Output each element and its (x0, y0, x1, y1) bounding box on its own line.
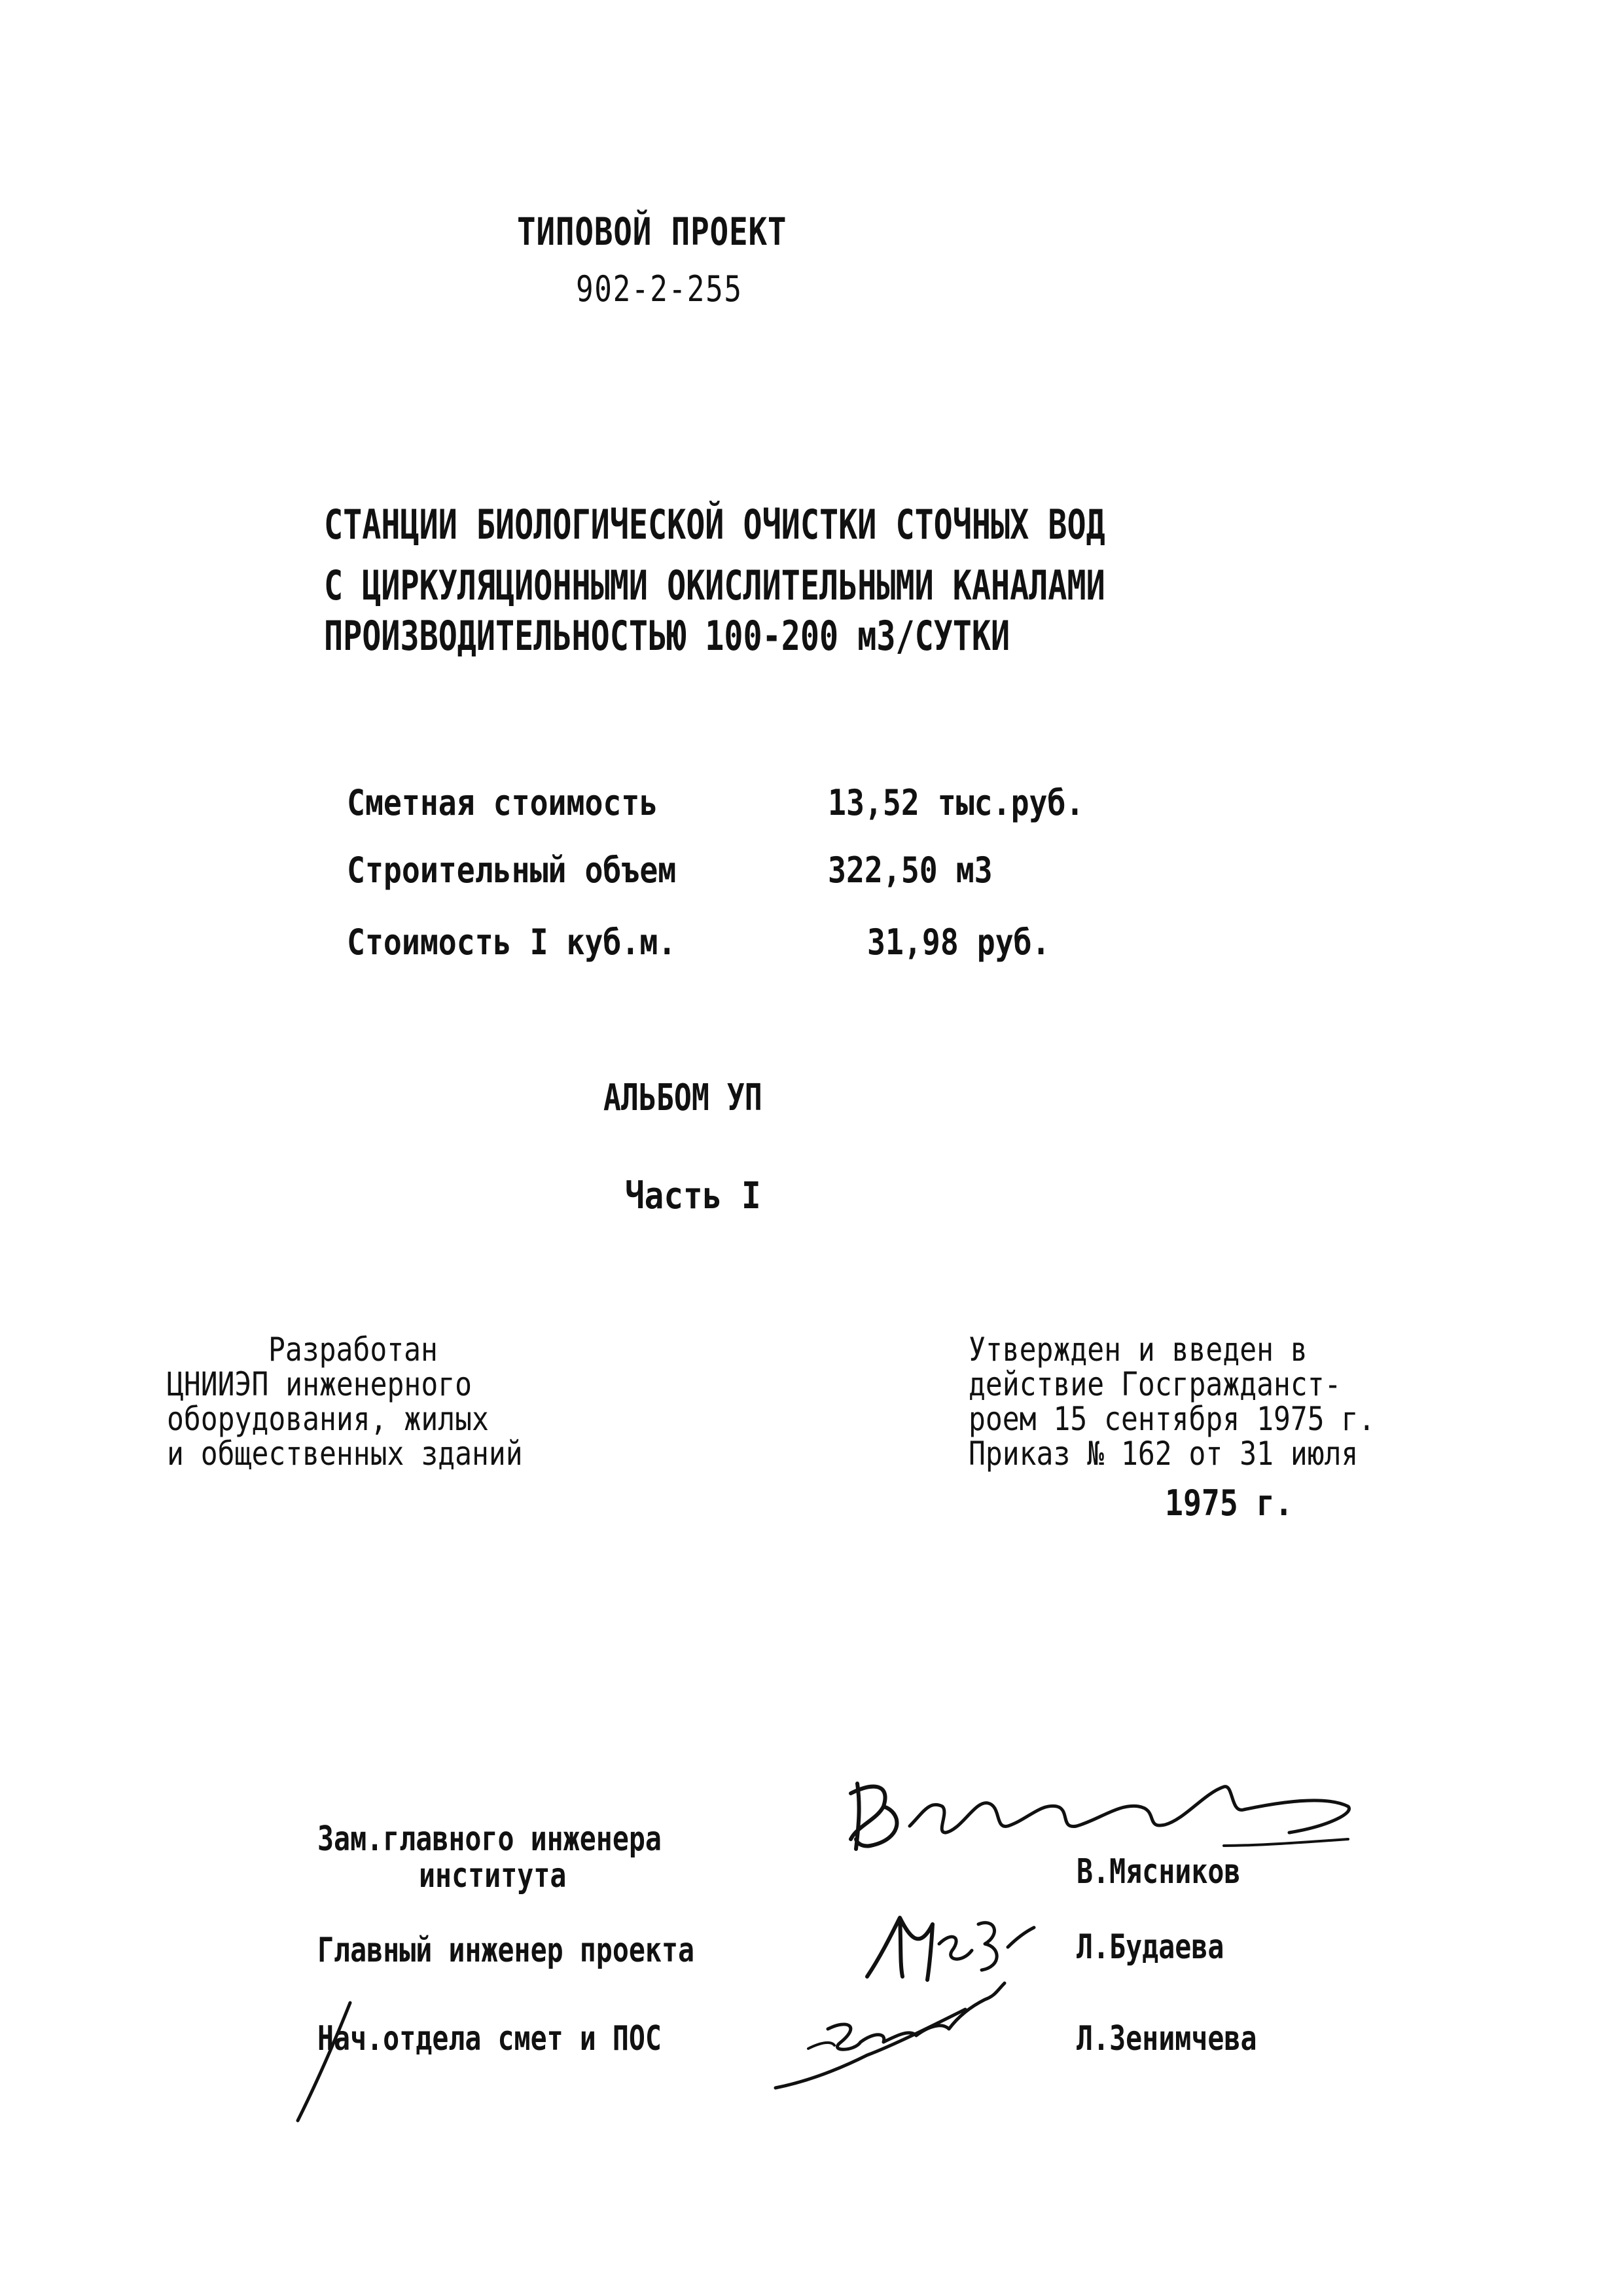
building-volume-label: Строительный объем (347, 850, 677, 891)
project-name-line-1: СТАНЦИИ БИОЛОГИЧЕСКОЙ ОЧИСТКИ СТОЧНЫХ ВОД (324, 501, 1105, 548)
approval-line-2: действие Госгражданст- (969, 1365, 1342, 1403)
cost-per-cubic-meter-value: 31,98 руб. (867, 922, 1050, 963)
developer-line-1: Разработан (268, 1331, 438, 1369)
album-title: АЛЬБОМ УП (603, 1077, 762, 1119)
project-name-line-3: ПРОИЗВОДИТЕЛЬНОСТЬЮ 100-200 м3/СУТКИ (324, 612, 1010, 660)
estimated-cost-value: 13,52 тыс.руб. (828, 782, 1084, 823)
signature-1-image (831, 1767, 1368, 1865)
signatory-1-role-line-1: Зам.главного инженера (317, 1820, 662, 1859)
signature-3-image (769, 1970, 1031, 2101)
building-volume-value: 322,50 м3 (828, 850, 993, 891)
album-part: Часть I (625, 1175, 761, 1217)
developer-line-4: и общественных зданий (167, 1435, 523, 1473)
signatory-2-name: Л.Будаева (1077, 1928, 1224, 1967)
signatory-1-name: В.Мясников (1077, 1852, 1241, 1892)
document-type-title: ТИПОВОЙ ПРОЕКТ (517, 209, 787, 254)
signatory-2-role: Главный инженер проекта (317, 1931, 695, 1970)
approval-line-4: Приказ № 162 от 31 июля (969, 1435, 1359, 1473)
role-correction-mark (288, 1996, 366, 2127)
cost-per-cubic-meter-label: Стоимость I куб.м. (347, 922, 677, 963)
estimated-cost-label: Сметная стоимость (347, 782, 658, 823)
approval-line-3: роем 15 сентября 1975 г. (969, 1400, 1376, 1438)
approval-year: 1975 г. (1165, 1482, 1293, 1524)
project-number: 902-2-255 (576, 268, 743, 310)
developer-line-3: оборудования, жилых (167, 1400, 489, 1438)
project-name-line-2: С ЦИРКУЛЯЦИОННЫМИ ОКИСЛИТЕЛЬНЫМИ КАНАЛАМИ (324, 562, 1105, 609)
signatory-3-name: Л.Зенимчева (1077, 2019, 1257, 2058)
developer-line-2: ЦНИИЭП инженерного (167, 1365, 472, 1403)
signatory-1-role-line-2: института (419, 1856, 567, 1895)
approval-line-1: Утвержден и введен в (969, 1331, 1308, 1369)
signatory-3-role: Нач.отдела смет и ПОС (317, 2019, 662, 2058)
